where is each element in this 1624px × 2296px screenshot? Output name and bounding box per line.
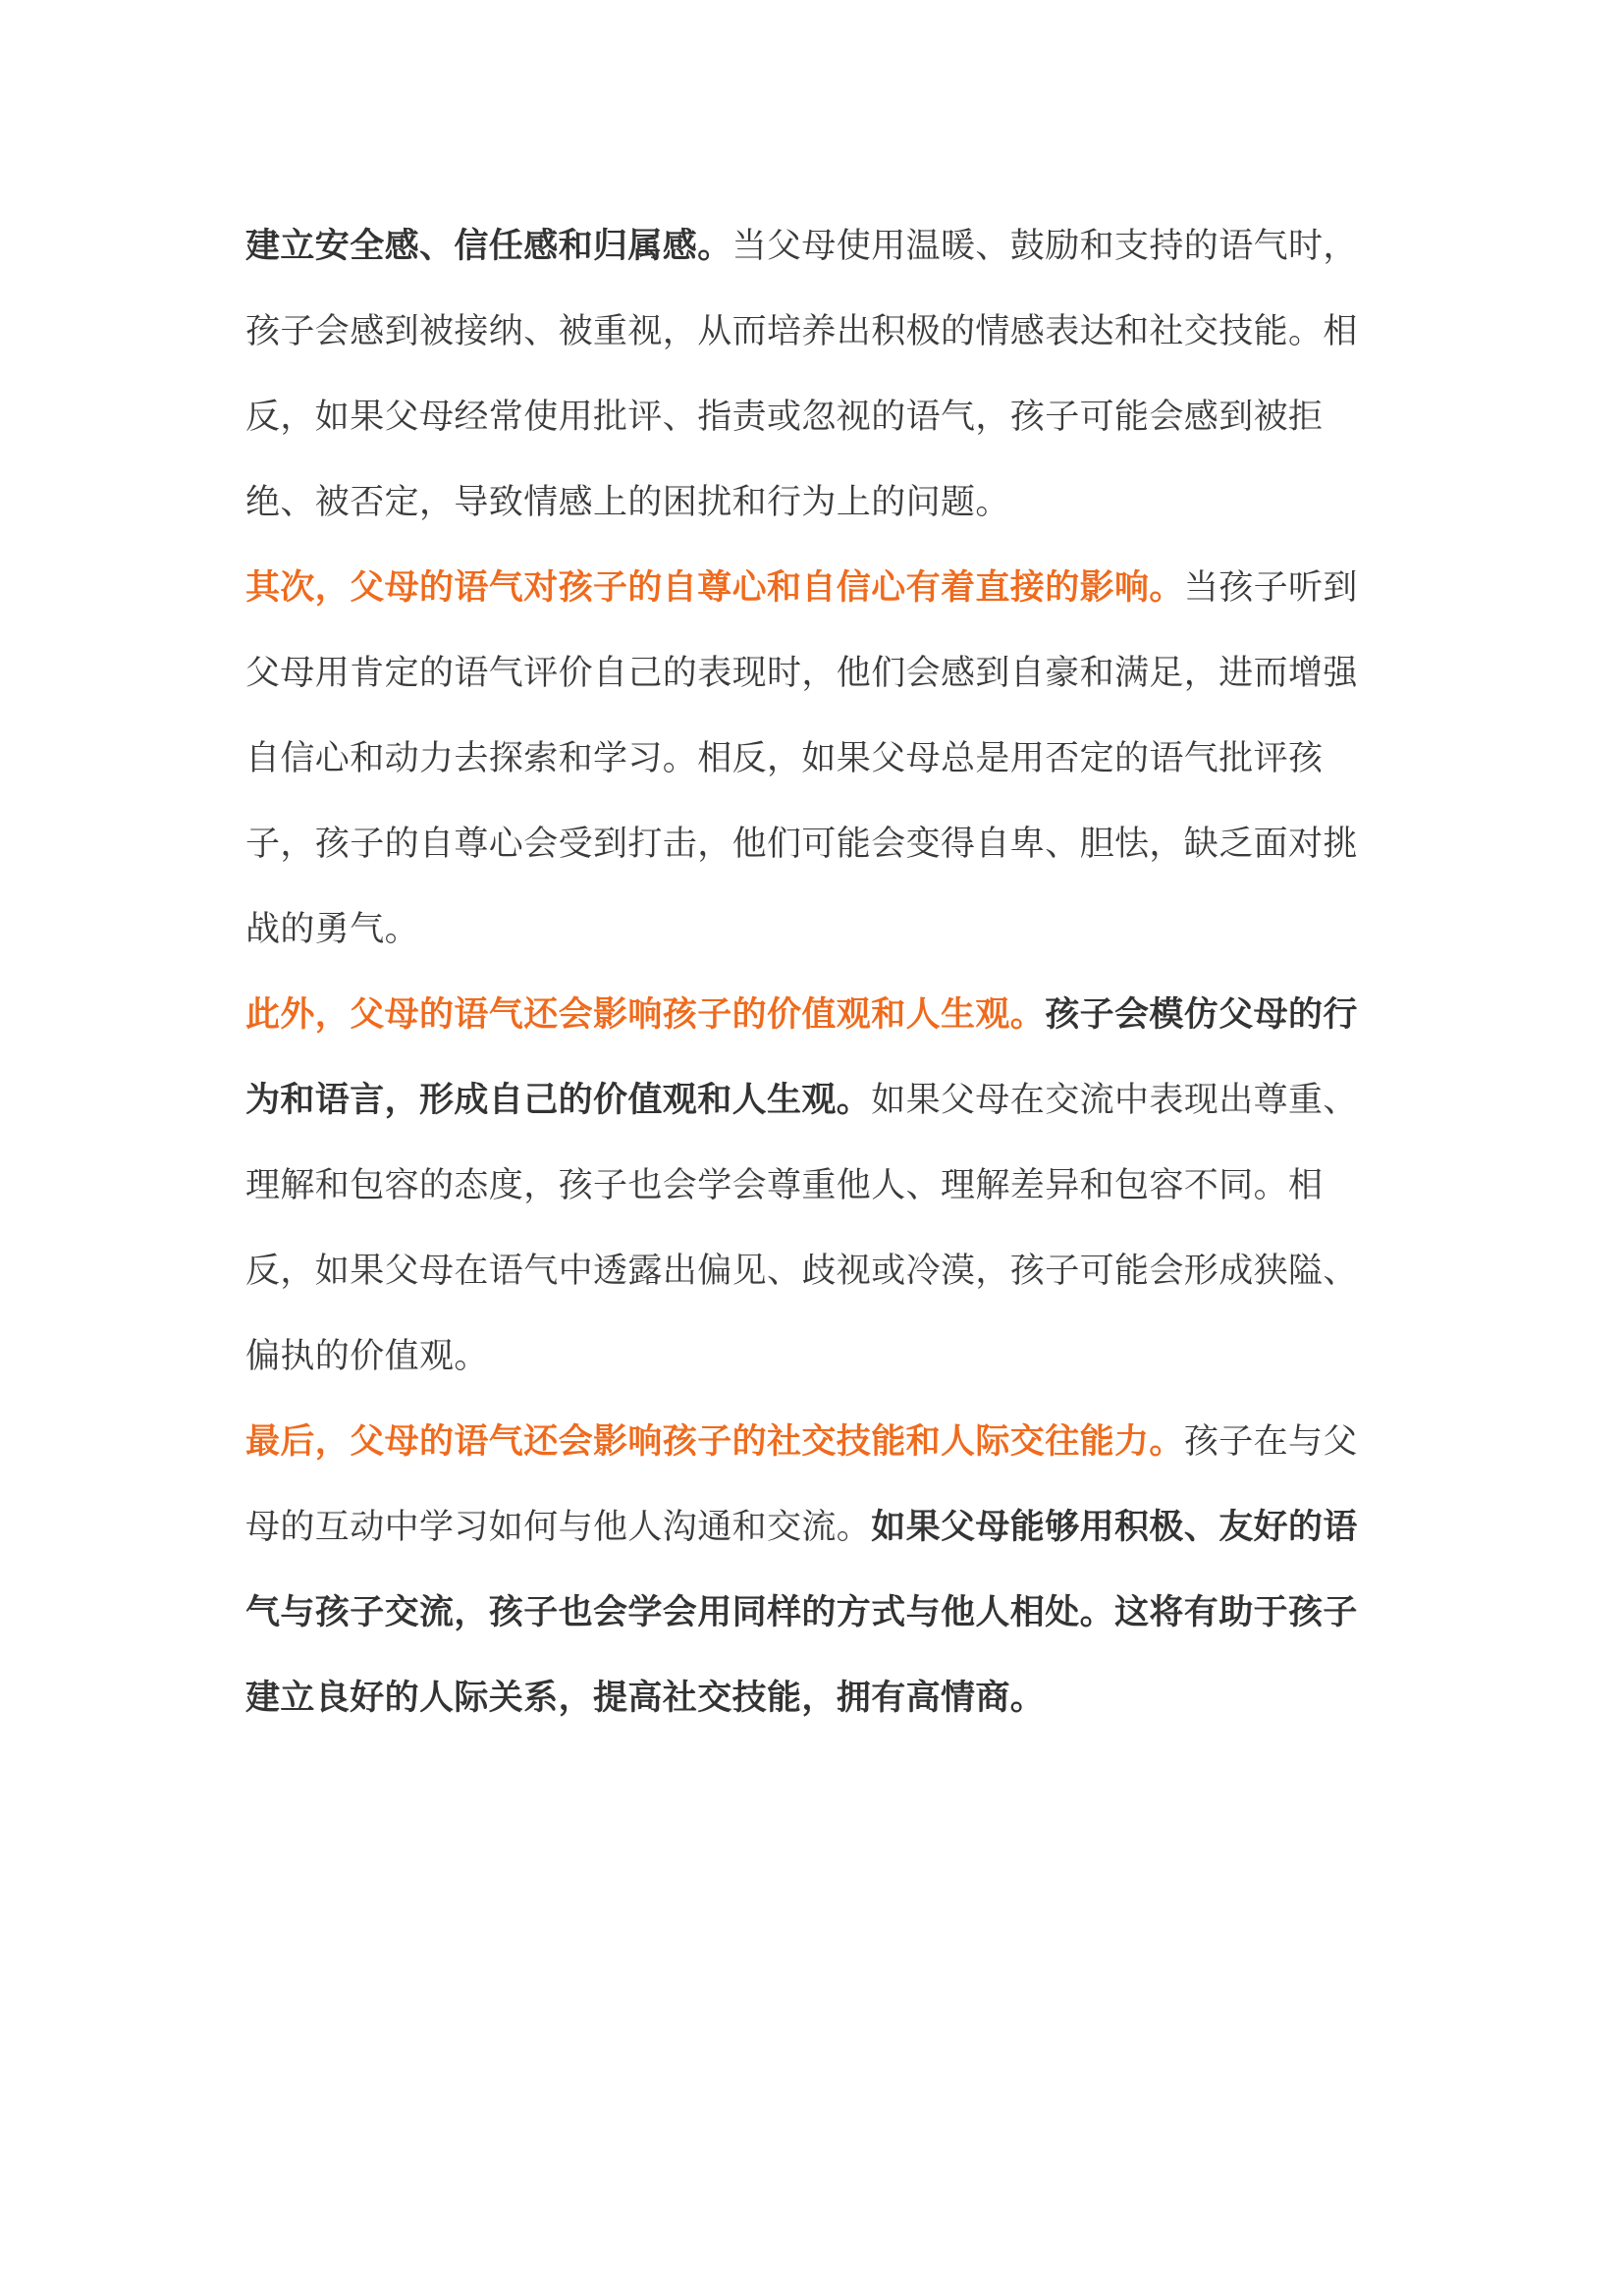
bold-phrase: 如果父母能够用积极、友好的语气与孩子交流，孩子也会学会用同样的方式与他人相处。这将有助于孩子建立良好的人际关系，提高社交技能，拥有高情商。 xyxy=(245,1508,1358,1718)
body-text: 当父母使用温暖、鼓励和支持的语气时，孩子会感到被接纳、被重视，从而培养出积极的情感表达和社交技能。相反，如果父母经常使用批评、指责或忽视的语气，孩子可能会感到被拒绝、被否定，导致情感上的困扰和行为上的问题。 xyxy=(245,227,1358,522)
paragraph-1 xyxy=(245,204,1384,546)
body-text: 如果父母在交流中表现出尊重、理解和包容的态度，孩子也会学会尊重他人、理解差异和包容不同。相反，如果父母在语气中透露出偏见、歧视或冷漠，孩子可能会形成狭隘、偏执的价值观。 xyxy=(245,1081,1358,1376)
bold-phrase: 建立安全感、信任感和归属感。 xyxy=(245,227,732,266)
body-text: 孩子在与父母的互动中学习如何与他人沟通和交流。 xyxy=(245,1422,1358,1547)
highlight-heading: 最后，父母的语气还会影响孩子的社交技能和人际交往能力。 xyxy=(245,1422,1184,1462)
paragraph-2 xyxy=(245,546,1384,973)
highlight-heading: 其次，父母的语气对孩子的自尊心和自信心有着直接的影响。 xyxy=(245,568,1184,608)
paragraph-3 xyxy=(245,973,1384,1400)
paragraph-4 xyxy=(245,1400,1384,1741)
body-text: 当孩子听到父母用肯定的语气评价自己的表现时，他们会感到自豪和满足，进而增强自信心和动力去探索和学习。相反，如果父母总是用否定的语气批评孩子，孩子的自尊心会受到打击，他们可能会变得自卑、胆怯，缺乏面对挑战的勇气。 xyxy=(245,568,1358,949)
bold-phrase: 孩子会模仿父母的行为和语言，形成自己的价值观和人生观。 xyxy=(245,995,1358,1120)
highlight-heading: 此外，父母的语气还会影响孩子的价值观和人生观。 xyxy=(245,995,1046,1035)
document-page xyxy=(245,204,1384,1741)
